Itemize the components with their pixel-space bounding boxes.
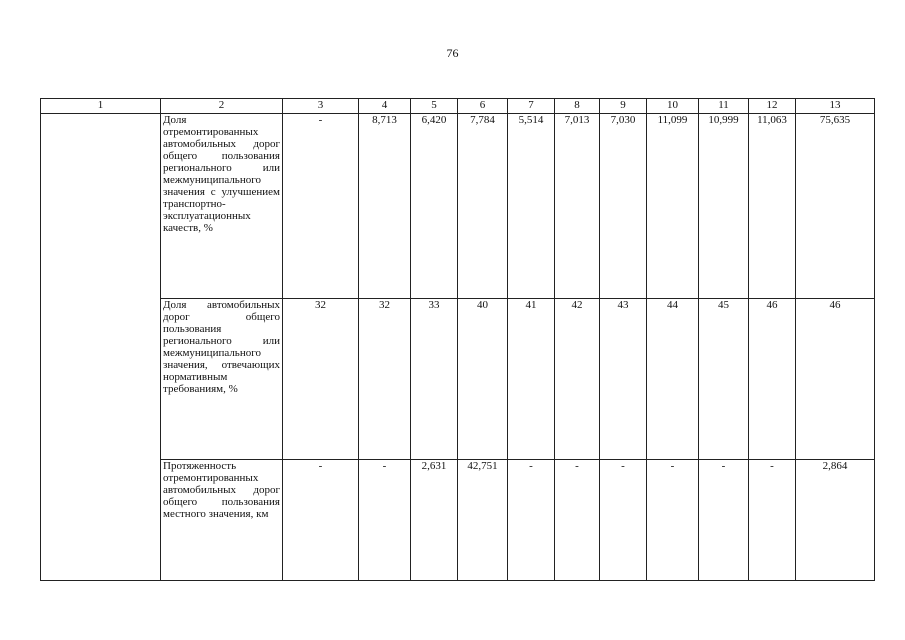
table-cell: - [600, 460, 647, 581]
table-cell: 75,635 [796, 114, 875, 299]
column-header: 13 [796, 99, 875, 114]
table-cell: 7,784 [458, 114, 508, 299]
table-cell: 40 [458, 299, 508, 460]
column-header: 2 [161, 99, 283, 114]
indicator-table [40, 98, 875, 581]
table-cell: - [699, 460, 749, 581]
table-cell: 2,864 [796, 460, 875, 581]
column-header: 5 [411, 99, 458, 114]
table-cell: 33 [411, 299, 458, 460]
table-cell: 5,514 [508, 114, 555, 299]
table-cell: 10,999 [699, 114, 749, 299]
row-description: Доля автомобильных дорог общего пользования регионального или межмуниципального значения, отвечающих нормативным требованиям, % [161, 299, 283, 460]
table-cell: 7,030 [600, 114, 647, 299]
table-cell: - [283, 460, 359, 581]
table-cell: 8,713 [359, 114, 411, 299]
column-header: 9 [600, 99, 647, 114]
header-row [41, 99, 875, 114]
column-header: 12 [749, 99, 796, 114]
table-cell: 43 [600, 299, 647, 460]
row-description: Протяженность отремонтированных автомобильных дорог общего пользования местного значения, км [161, 460, 283, 581]
column-header: 7 [508, 99, 555, 114]
column-header: 4 [359, 99, 411, 114]
table-cell: 11,099 [647, 114, 699, 299]
column-header: 1 [41, 99, 161, 114]
table-cell: - [359, 460, 411, 581]
column-header: 11 [699, 99, 749, 114]
table-cell: - [283, 114, 359, 299]
table-row [41, 460, 875, 581]
table-row [41, 299, 875, 460]
table-cell: - [555, 460, 600, 581]
table-cell: 46 [796, 299, 875, 460]
table-cell: 7,013 [555, 114, 600, 299]
row-description: Доля отремонтированных автомобильных дорог общего пользования регионального или межмуниципального значения с улучшением транспортно-эксплуатационных качеств, % [161, 114, 283, 299]
table-cell: - [749, 460, 796, 581]
table-cell: - [647, 460, 699, 581]
table-cell: 32 [283, 299, 359, 460]
column-header: 8 [555, 99, 600, 114]
column-header: 3 [283, 99, 359, 114]
table-cell: 6,420 [411, 114, 458, 299]
page-number: 76 [446, 46, 459, 60]
table-cell: 45 [699, 299, 749, 460]
table-cell: 2,631 [411, 460, 458, 581]
column-header: 10 [647, 99, 699, 114]
table-cell: 41 [508, 299, 555, 460]
table-cell: 42 [555, 299, 600, 460]
merged-empty-cell [41, 114, 161, 581]
table-cell: 42,751 [458, 460, 508, 581]
table-row [41, 114, 875, 299]
table-cell: 11,063 [749, 114, 796, 299]
column-header: 6 [458, 99, 508, 114]
table-cell: 32 [359, 299, 411, 460]
table-cell: 44 [647, 299, 699, 460]
table-cell: - [508, 460, 555, 581]
table-cell: 46 [749, 299, 796, 460]
